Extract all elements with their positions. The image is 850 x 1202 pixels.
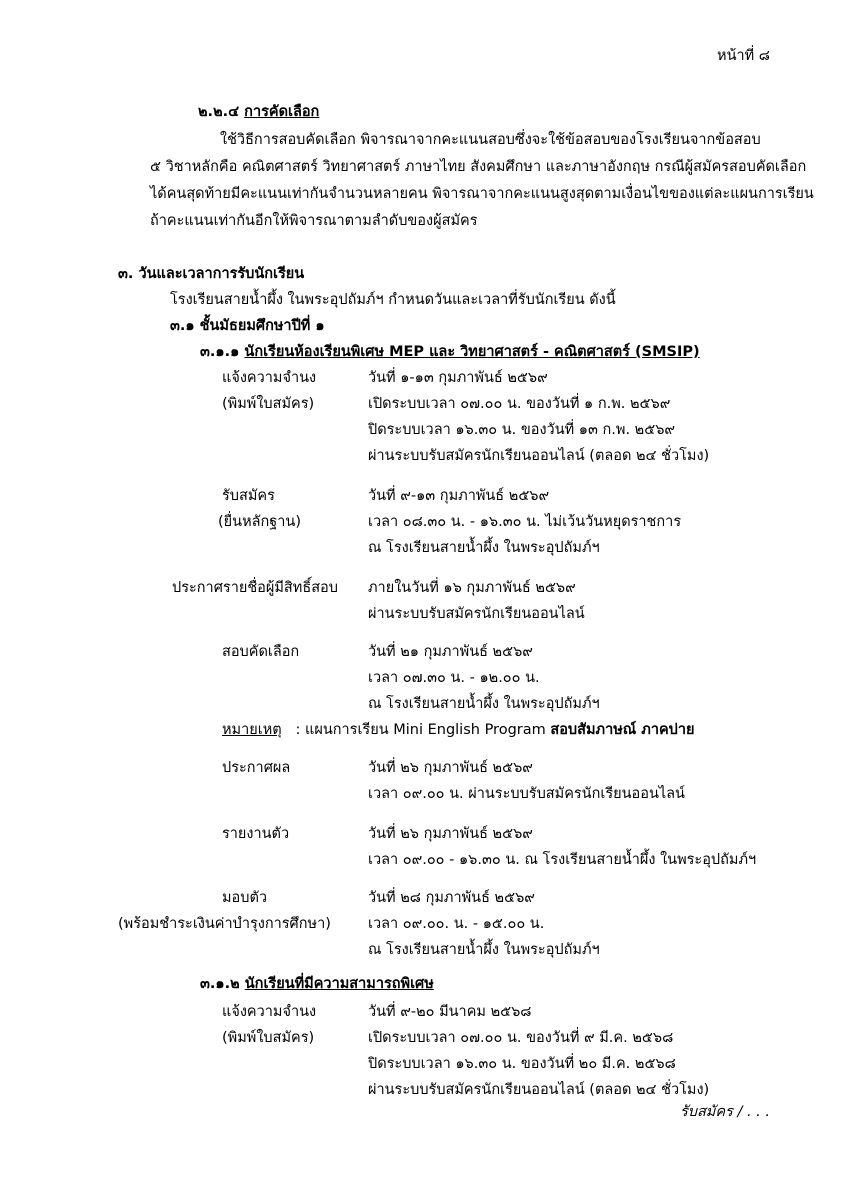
section-31-heading: ๓.๑ ชั้นมัธยมศึกษาปีที่ ๑ [170,318,325,334]
section-311-number: ๓.๑.๑ [200,344,240,360]
row4-detail-1: วันที่ ๒๑ กุมภาพันธ์ ๒๕๖๙ [368,644,533,660]
section-224-heading [198,100,319,123]
row3-label-1: ประกาศรายชื่อผู้มีสิทธิ์สอบ [172,580,338,596]
section-224-number: ๒.๒.๔ [198,104,240,120]
row2-detail-3: ณ โรงเรียนสายน้ำผึ้ง ในพระอุปถัมภ์ฯ [368,540,600,556]
r312-detail-4: ผ่านระบบรับสมัครนักเรียนออนไลน์ (ตลอด ๒๔ ชั่วโมง) [368,1082,710,1098]
row7-label-1: มอบตัว [222,890,268,906]
row2-label-2: (ยื่นหลักฐาน) [218,514,301,530]
page-number: หน้าที่ ๘ [717,48,770,64]
note-emphasis: สอบสัมภาษณ์ ภาคบ่าย [550,722,695,738]
row5-detail-1: วันที่ ๒๖ กุมภาพันธ์ ๒๕๖๙ [368,760,533,776]
note-line [222,718,695,741]
section-312-title: นักเรียนที่มีความสามารถพิเศษ [244,976,434,992]
row7-detail-1: วันที่ ๒๘ กุมภาพันธ์ ๒๕๖๙ [368,890,535,906]
note-text: : แผนการเรียน Mini English Program [281,722,551,738]
row2-label-1: รับสมัคร [222,488,275,504]
section-3-intro: โรงเรียนสายน้ำผึ้ง ในพระอุปถัมภ์ฯ กำหนดวันและเวลาที่รับนักเรียน ดังนี้ [170,292,616,308]
row1-label-1: แจ้งความจำนง [222,370,317,386]
continue-marker: รับสมัคร / . . . [679,1104,770,1120]
row1-detail-2: เปิดระบบเวลา ๐๗.๐๐ น. ของวันที่ ๑ ก.พ. ๒๕๖๙ [368,396,671,412]
paragraph-line-1: ใช้วิธีการสอบคัดเลือก พิจารณาจากคะแนนสอบซึ่งจะใช้ข้อสอบของโรงเรียนจากข้อสอบ [220,132,761,148]
row7-label-2: (พร้อมชำระเงินค่าบำรุงการศึกษา) [118,916,331,932]
row1-detail-1: วันที่ ๑-๑๓ กุมภาพันธ์ ๒๕๖๙ [368,370,548,386]
row6-detail-1: วันที่ ๒๖ กุมภาพันธ์ ๒๕๖๙ [368,826,533,842]
row7-detail-3: ณ โรงเรียนสายน้ำผึ้ง ในพระอุปถัมภ์ฯ [368,942,600,958]
row6-label-1: รายงานตัว [222,826,290,842]
r312-label-2: (พิมพ์ใบสมัคร) [222,1030,315,1046]
r312-label-1: แจ้งความจำนง [222,1004,317,1020]
row5-detail-2: เวลา ๐๙.๐๐ น. ผ่านระบบรับสมัครนักเรียนออนไลน์ [368,786,685,802]
section-312-heading [200,972,434,995]
row4-label-1: สอบคัดเลือก [222,644,300,660]
row2-detail-1: วันที่ ๙-๑๓ กุมภาพันธ์ ๒๕๖๙ [368,488,550,504]
row1-label-2: (พิมพ์ใบสมัคร) [222,396,315,412]
section-311-title: นักเรียนห้องเรียนพิเศษ MEP และ วิทยาศาสตร์ - คณิตศาสตร์ (SMSIP) [244,344,700,360]
paragraph-line-2: ๕ วิชาหลักคือ คณิตศาสตร์ วิทยาศาสตร์ ภาษาไทย สังคมศึกษา และภาษาอังกฤษ กรณีผู้สมัครสอบคัดเลือก [150,159,807,175]
row1-detail-4: ผ่านระบบรับสมัครนักเรียนออนไลน์ (ตลอด ๒๔ ชั่วโมง) [368,448,710,464]
row5-label-1: ประกาศผล [222,760,291,776]
section-311-heading [200,340,700,363]
row6-detail-2: เวลา ๐๙.๐๐ - ๑๖.๓๐ น. ณ โรงเรียนสายน้ำผึ้ง ในพระอุปถัมภ์ฯ [368,852,757,868]
section-3-heading: ๓. วันและเวลาการรับนักเรียน [118,266,305,282]
section-224-title: การคัดเลือก [244,104,320,120]
row2-detail-2: เวลา ๐๘.๓๐ น. - ๑๖.๓๐ น. ไม่เว้นวันหยุดราชการ [368,514,682,530]
row3-detail-1: ภายในวันที่ ๑๖ กุมภาพันธ์ ๒๕๖๙ [368,580,576,596]
row1-detail-3: ปิดระบบเวลา ๑๖.๓๐ น. ของวันที่ ๑๓ ก.พ. ๒๕๖๙ [368,422,676,438]
row4-detail-3: ณ โรงเรียนสายน้ำผึ้ง ในพระอุปถัมภ์ฯ [368,696,600,712]
r312-detail-2: เปิดระบบเวลา ๐๗.๐๐ น. ของวันที่ ๙ มี.ค. ๒๕๖๘ [368,1030,674,1046]
r312-detail-1: วันที่ ๙-๒๐ มีนาคม ๒๕๖๘ [368,1004,532,1020]
row4-detail-2: เวลา ๐๗.๓๐ น. - ๑๒.๐๐ น. [368,670,540,686]
row7-detail-2: เวลา ๐๙.๐๐. น. - ๑๕.๐๐ น. [368,916,545,932]
paragraph-line-3: ได้คนสุดท้ายมีคะแนนเท่ากันจำนวนหลายคน พิจารณาจากคะแนนสูงสุดตามเงื่อนไขของแต่ละแผนการเรียน [150,186,814,202]
paragraph-line-4: ถ้าคะแนนเท่ากันอีกให้พิจารณาตามลำดับของผู้สมัคร [150,213,478,229]
r312-detail-3: ปิดระบบเวลา ๑๖.๓๐ น. ของวันที่ ๒๐ มี.ค. ๒๕๖๘ [368,1056,676,1072]
section-312-number: ๓.๑.๒ [200,976,240,992]
note-label: หมายเหตุ [222,722,282,738]
row3-detail-2: ผ่านระบบรับสมัครนักเรียนออนไลน์ [368,606,585,622]
